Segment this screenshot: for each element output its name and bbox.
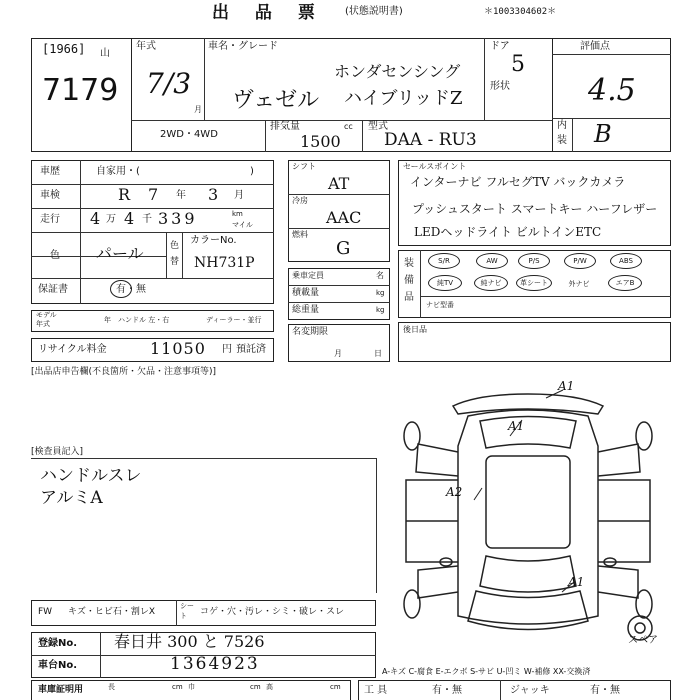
ac-value: AAC: [326, 208, 362, 227]
fw-label: FW: [38, 607, 53, 617]
sales-point-line-2: プッシュスタート スマートキー ハーフレザー: [412, 202, 658, 216]
inspector-note-2: アルミA: [40, 488, 103, 508]
mileage-label: 走行: [40, 214, 60, 225]
recycle-unit: 円: [222, 344, 232, 355]
interior-label-2: 装: [557, 135, 567, 146]
year-value: 7/3: [146, 67, 192, 100]
type-value: DAA - RU3: [384, 130, 477, 150]
history-close: ): [250, 166, 254, 177]
color-label: 色: [50, 250, 60, 261]
mileage-rest: 339: [158, 209, 198, 228]
eq-leather: 革シート: [516, 275, 552, 291]
model-label: 車名・グレード: [208, 41, 278, 52]
grade-line-1: ホンダセンシング: [334, 62, 461, 81]
score-value: 4.5: [588, 73, 636, 108]
chassis-label: 車台No.: [38, 660, 78, 671]
model-year-year-unit: 年: [104, 316, 111, 324]
fw-text: キズ・ヒビ石・割レX: [68, 607, 155, 617]
mileage-sen-unit: 千: [142, 214, 152, 225]
mileage-man-unit: 万: [106, 214, 116, 225]
sales-point-line-1: インターナビ フルセグTV バックカメラ: [410, 175, 626, 189]
car-diagram: [398, 376, 688, 646]
eq-ext-navi: 外ナビ: [568, 280, 590, 288]
color-no-label: カラーNo.: [190, 235, 237, 246]
doc-number: ＊1003304602＊: [484, 7, 557, 17]
engine-value: 1500: [300, 132, 341, 151]
mileage-unit-km: km: [232, 210, 243, 218]
score-label: 評価点: [580, 41, 610, 52]
history-value: 自家用・(: [96, 166, 140, 177]
height-label: 高: [266, 683, 273, 691]
gross-weight-label: 総重量: [292, 305, 320, 315]
dealer-label: ディーラー・並行: [206, 316, 262, 324]
eq-tv: 純TV: [428, 275, 462, 291]
inspection-label: 車検: [40, 190, 60, 201]
form-title: 出 品 票: [212, 3, 325, 23]
inspector-notes-box: [31, 458, 376, 459]
interior-value: B: [594, 120, 612, 148]
recycle-value: 11050: [150, 339, 206, 358]
capacity-label: 乗車定員: [292, 271, 324, 280]
inspection-year-unit: 年: [176, 190, 186, 201]
comments-box: [398, 322, 671, 362]
damage-mark-2: A1: [508, 419, 525, 433]
lot-prefix: [1966]: [42, 42, 86, 56]
inspection-era: R: [118, 185, 131, 204]
shift-label: シフト: [292, 162, 316, 171]
navi-model-label: ナビ型番: [426, 301, 454, 309]
inspection-year: 7: [148, 185, 159, 204]
damage-legend: A-キズ C-腐食 E-エクボ S-サビ U-凹ミ W-補修 XX-交換済: [382, 667, 591, 676]
spare-label: スペア: [628, 635, 658, 646]
ac-label: 冷房: [292, 196, 308, 205]
load-unit: kg: [376, 289, 385, 297]
color-value: パール: [96, 244, 144, 263]
registration-expiry-month: 月: [334, 349, 342, 358]
eq-ps: P/S: [518, 253, 550, 269]
length-label: 長: [108, 683, 115, 691]
history-label: 車歴: [40, 166, 60, 177]
mileage-unit-mile: マイル: [232, 221, 253, 229]
interior-label-1: 内: [557, 120, 567, 131]
drive-label: 2WD・4WD: [160, 129, 218, 140]
capacity-unit: 名: [376, 271, 384, 280]
height-cm: cm: [330, 683, 341, 691]
inspector-notes-label: [検査員記入]: [31, 447, 84, 457]
lot-number: 7179: [42, 73, 119, 108]
jack-value: 有・無: [590, 685, 620, 696]
damage-mark-4: A1: [568, 575, 585, 589]
eq-aw: AW: [476, 253, 508, 269]
engine-label: 排気量: [270, 121, 300, 132]
door-value: 5: [511, 52, 525, 77]
fuel-value: G: [336, 238, 351, 259]
type-label: 型式: [368, 121, 388, 132]
mileage-man: 4: [90, 209, 101, 228]
warranty-value: 有・無: [116, 284, 146, 295]
recycle-deposit: 預託済: [236, 344, 266, 355]
equipment-label-3: 品: [404, 292, 414, 303]
eq-navi: 純ナビ: [474, 275, 508, 291]
chassis-value: 1364923: [170, 654, 260, 674]
eq-sr: S/R: [428, 253, 460, 269]
eq-abs: ABS: [610, 253, 642, 269]
engine-unit: cc: [344, 122, 353, 131]
model-year-label-2: 年式: [36, 320, 50, 328]
comments-label: 後日品: [403, 325, 427, 334]
warranty-yes-circle: [110, 280, 132, 298]
seat-label-2: ト: [180, 612, 187, 620]
seat-text: コゲ・穴・汚レ・シミ・破レ・スレ: [200, 607, 345, 617]
fuel-label: 燃料: [292, 230, 308, 239]
registration-value: 春日井 300 と 7526: [114, 632, 265, 651]
damage-mark-3: A2: [446, 485, 463, 499]
load-label: 積載量: [292, 288, 320, 298]
seat-label-1: シー: [180, 602, 194, 610]
eq-airbag: エアB: [608, 275, 642, 291]
equipment-label-2: 備: [404, 275, 414, 286]
tools-label: 工 具: [364, 685, 388, 696]
shift-value: AT: [328, 174, 350, 193]
registration-expiry-label: 名変期限: [292, 327, 329, 337]
color-iro-label: 色: [170, 241, 180, 251]
exhibitor-notes-label: [出品店申告欄(不良箇所・欠品・注意事項等)]: [31, 367, 217, 377]
gross-weight-unit: kg: [376, 306, 385, 314]
mileage-sen: 4: [124, 209, 135, 228]
year-label: 年式: [136, 41, 156, 52]
garage-cert-label: 車庫証明用: [38, 685, 84, 695]
width-label: 巾: [188, 683, 195, 691]
tools-value: 有・無: [432, 685, 462, 696]
color-kae-label: 替: [170, 257, 180, 267]
inspection-month: 3: [208, 185, 219, 204]
width-cm: cm: [250, 683, 261, 691]
registration-expiry-day: 日: [374, 349, 382, 358]
equipment-label-1: 装: [404, 258, 414, 269]
shape-label: 形状: [490, 81, 510, 92]
form-subtitle: (状態説明書): [345, 6, 403, 17]
length-cm: cm: [172, 683, 183, 691]
inspector-note-1: ハンドルスレ: [40, 466, 142, 486]
model-year-label-1: モデル: [36, 311, 57, 319]
year-month-unit: 月: [194, 105, 202, 114]
sales-point-line-3: LEDヘッドライト ビルトインETC: [414, 225, 602, 239]
handle-label: ハンドル 左・右: [118, 316, 170, 324]
sales-points-label: セールスポイント: [403, 162, 467, 171]
model-name: ヴェゼル: [232, 88, 320, 113]
damage-mark-1: A1: [558, 379, 575, 393]
lot-unit: 山: [100, 48, 110, 59]
inspection-month-unit: 月: [234, 190, 244, 201]
registration-label: 登録No.: [38, 638, 78, 649]
door-label: ドア: [490, 41, 510, 52]
jack-label: ジャッキ: [510, 685, 550, 696]
eq-pw: P/W: [564, 253, 596, 269]
color-no-value: NH731P: [194, 255, 255, 271]
warranty-label: 保証書: [38, 284, 68, 295]
grade-line-2: ハイブリッドZ: [344, 88, 463, 109]
recycle-label: リサイクル料金: [38, 344, 107, 355]
